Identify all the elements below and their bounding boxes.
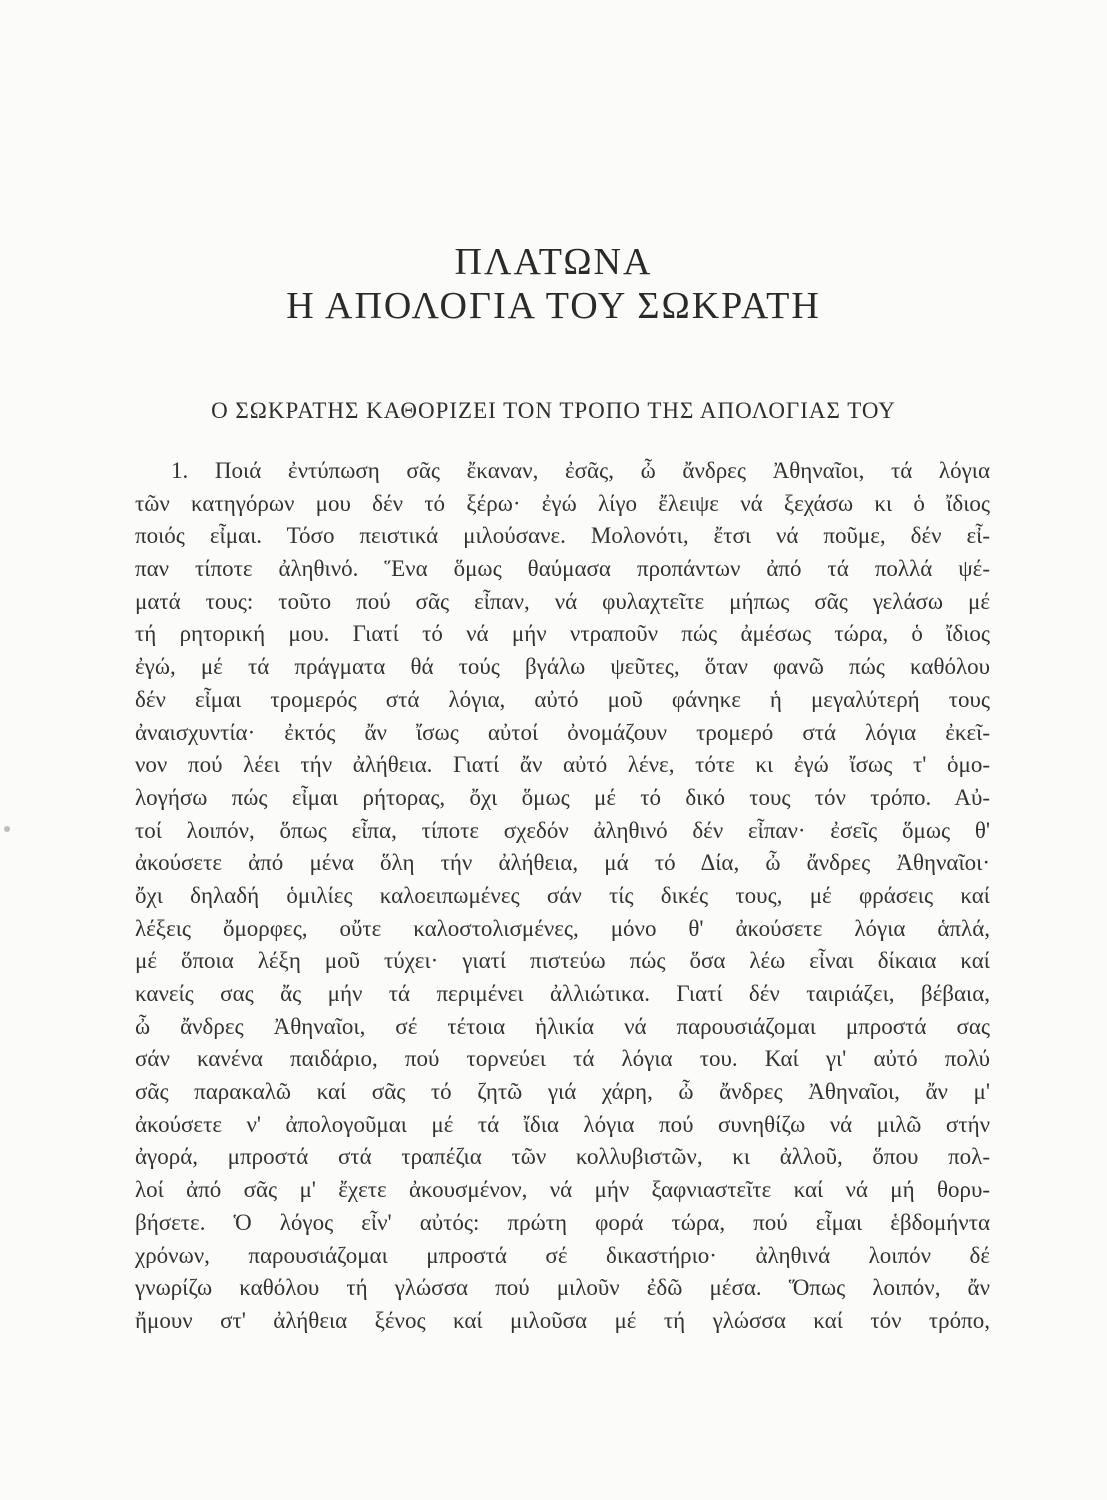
- text-line: τή ρητορική μου. Γιατί τό νά μήν ντραποῦν πώς ἀμέσως τώρα, ὁ ἴδιος: [135, 621, 990, 647]
- text-line: τῶν κατηγόρων μου δέν τό ξέρω· ἐγώ λίγο ἔλειψε νά ξεχάσω κι ὁ ἴδιος: [135, 490, 990, 516]
- text-line: ὦ ἄνδρες Ἀθηναῖοι, σέ τέτοια ἡλικία νά παρουσιάζομαι μπροστά σας: [135, 1013, 990, 1039]
- text-line: τοί λοιπόν, ὅπως εἶπα, τίποτε σχεδόν ἀληθινό δέν εἶπαν· ἐσεῖς ὅμως θ': [135, 817, 990, 843]
- text-line: ἐγώ, μέ τά πράγματα θά τούς βγάλω ψεῦτες, ὅταν φανῶ πώς καθόλου: [135, 654, 990, 680]
- text-line: λέξεις ὄμορφες, οὔτε καλοστολισμένες, μόνο θ' ἀκούσετε λόγια ἁπλά,: [135, 915, 990, 941]
- text-line: ἀγορά, μπροστά στά τραπέζια τῶν κολλυβιστῶν, κι ἀλλοῦ, ὅπου πολ-: [135, 1144, 990, 1170]
- text-line: σάν κανένα παιδάριο, πού τορνεύει τά λόγια του. Καί γι' αὐτό πολύ: [135, 1046, 990, 1072]
- text-line: γνωρίζω καθόλου τή γλώσσα πού μιλοῦν ἐδῶ μέσα. Ὅπως λοιπόν, ἄν: [135, 1275, 990, 1301]
- section-heading: Ο ΣΩΚΡΑΤΗΣ ΚΑΘΟΡΙΖΕΙ ΤΟΝ ΤΡΟΠΟ ΤΗΣ ΑΠΟΛΟΓΙΑΣ ΤΟΥ: [211, 398, 896, 423]
- text-line: νον πού λέει τήν ἀλήθεια. Γιατί ἄν αὐτό λένε, τότε κι ἐγώ ἴσως τ' ὁμο-: [135, 752, 990, 778]
- title-work: Η ΑΠΟΛΟΓΙΑ ΤΟΥ ΣΩΚΡΑΤΗ: [286, 285, 821, 327]
- title-author: ΠΛΑΤΩΝΑ: [454, 241, 653, 283]
- text-line: παν τίποτε ἀληθινό. Ἕνα ὅμως θαύμασα προπάντων ἀπό τά πολλά ψέ-: [135, 556, 990, 582]
- text-line: μέ ὅποια λέξη μοῦ τύχει· γιατί πιστεύω πώς ὅσα λέω εἶναι δίκαια καί: [135, 948, 990, 974]
- text-line: 1. Ποιά ἐντύπωση σᾶς ἔκαναν, ἐσᾶς, ὦ ἄνδρες Ἀθηναῖοι, τά λόγια: [171, 458, 990, 483]
- text-line: λοί ἀπό σᾶς μ' ἔχετε ἀκουσμένον, νά μήν ξαφνιαστεῖτε καί νά μή θορυ-: [135, 1177, 990, 1203]
- text-line: λογήσω πώς εἶμαι ρήτορας, ὄχι ὅμως μέ τό δικό τους τόν τρόπο. Αὐ-: [135, 784, 990, 810]
- text-line: ποιός εἶμαι. Τόσο πειστικά μιλούσανε. Μολονότι, ἔτσι νά ποῦμε, δέν εἶ-: [135, 523, 990, 549]
- scan-smudge: [4, 826, 10, 832]
- text-line: ἤμουν στ' ἀλήθεια ξένος καί μιλοῦσα μέ τή γλώσσα καί τόν τρόπο,: [135, 1307, 990, 1333]
- body-text: [135, 455, 990, 1338]
- text-line: ματά τους: τοῦτο πού σᾶς εἶπαν, νά φυλαχτεῖτε μήπως σᾶς γελάσω μέ: [135, 588, 990, 614]
- text-line: ἀκούσετε ἀπό μένα ὅλη τήν ἀλήθεια, μά τό Δία, ὦ ἄνδρες Ἀθηναῖοι·: [135, 850, 990, 876]
- text-line: ὄχι δηλαδή ὁμιλίες καλοειπωμένες σάν τίς δικές τους, μέ φράσεις καί: [135, 882, 990, 908]
- page-title: [0, 240, 1107, 328]
- text-line: κανείς σας ἄς μήν τά περιμένει ἀλλιώτικα. Γιατί δέν ταιριάζει, βέβαια,: [135, 981, 990, 1006]
- text-line: βήσετε. Ὁ λόγος εἶν' αὐτός: πρώτη φορά τώρα, πού εἶμαι ἑβδομήντα: [135, 1209, 990, 1235]
- text-line: χρόνων, παρουσιάζομαι μπροστά σέ δικαστήριο· ἀληθινά λοιπόν δέ: [135, 1242, 990, 1268]
- text-line: δέν εἶμαι τρομερός στά λόγια, αὐτό μοῦ φάνηκε ἡ μεγαλύτερή τους: [135, 686, 990, 712]
- text-line: σᾶς παρακαλῶ καί σᾶς τό ζητῶ γιά χάρη, ὦ ἄνδρες Ἀθηναῖοι, ἄν μ': [135, 1079, 990, 1105]
- text-line: ἀκούσετε ν' ἀπολογοῦμαι μέ τά ἴδια λόγια πού συνηθίζω νά μιλῶ στήν: [135, 1111, 990, 1137]
- text-line: ἀναισχυντία· ἐκτός ἄν ἴσως αὐτοί ὀνομάζουν τρομερό στά λόγια ἐκεῖ-: [135, 719, 990, 745]
